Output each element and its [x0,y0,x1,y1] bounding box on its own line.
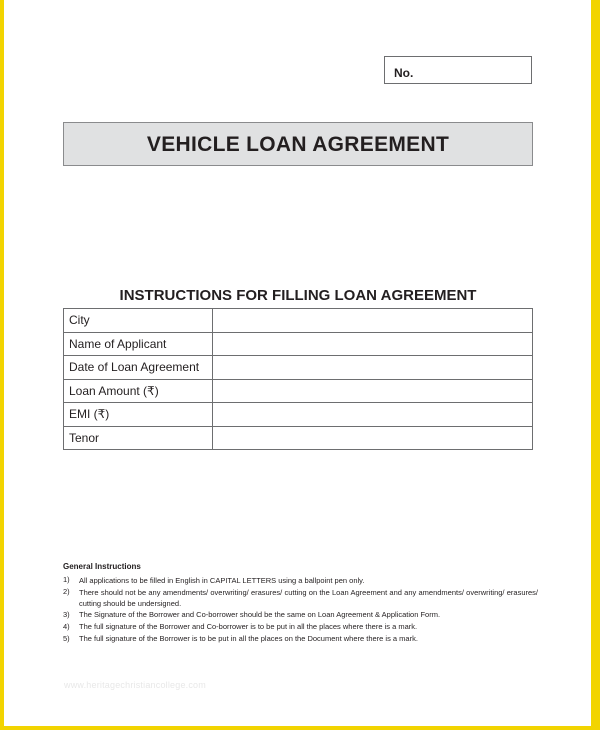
general-instructions [63,561,538,645]
list-item-number: 3) [63,609,70,619]
list-item-number: 4) [63,621,70,631]
table-row [64,403,533,427]
row-label-city: City [64,309,213,333]
list-item-number: 5) [63,633,70,643]
document-number-field[interactable] [384,56,532,84]
loan-details-table [63,308,533,450]
watermark: www.heritagechristiancollege.com [64,680,206,690]
list-item [63,621,538,633]
instructions-title: General Instructions [63,562,141,571]
row-label-loan-amount: Loan Amount (₹) [64,379,213,403]
row-label-agreement-date: Date of Loan Agreement [64,356,213,380]
section-heading: INSTRUCTIONS FOR FILLING LOAN AGREEMENT [119,287,477,304]
emi-field[interactable] [213,403,533,427]
table-row [64,426,533,450]
list-item-number: 2) [63,587,70,596]
list-item-text: The Signature of the Borrower and Co-borrower should be the same on Loan Agreement & Application Form. [79,610,441,619]
applicant-name-field[interactable] [213,332,533,356]
table-row [64,379,533,403]
city-field[interactable] [213,309,533,333]
agreement-date-field[interactable] [213,356,533,380]
list-item-text: The full signature of the Borrower and Co-borrower is to be put in all the places where there is a mark. [79,622,418,631]
list-item-text: All applications to be filled in English in CAPITAL LETTERS using a ballpoint pen only. [79,575,365,585]
list-item [63,574,538,586]
row-label-tenor: Tenor [64,426,213,450]
list-item-text: There should not be any amendments/ overwriting/ erasures/ cutting on the Loan Agreement and any amendments/ overwriting/ erasures/ cutting should be undersigned. [79,587,538,608]
row-label-applicant-name: Name of Applicant [64,332,213,356]
loan-amount-field[interactable] [213,379,533,403]
document-number-label: No. [394,66,414,80]
row-label-emi: EMI (₹) [64,403,213,427]
table-row [64,309,533,333]
table-row [64,356,533,380]
document-title: VEHICLE LOAN AGREEMENT [63,122,533,166]
list-item [63,633,538,645]
list-item-number: 1) [63,575,70,584]
table-row [64,332,533,356]
document-page [4,0,591,726]
list-item [63,609,538,621]
tenor-field[interactable] [213,426,533,450]
list-item [63,586,538,609]
list-item-text: The full signature of the Borrower is to be put in all the places on the Document where there is a mark. [79,634,418,643]
